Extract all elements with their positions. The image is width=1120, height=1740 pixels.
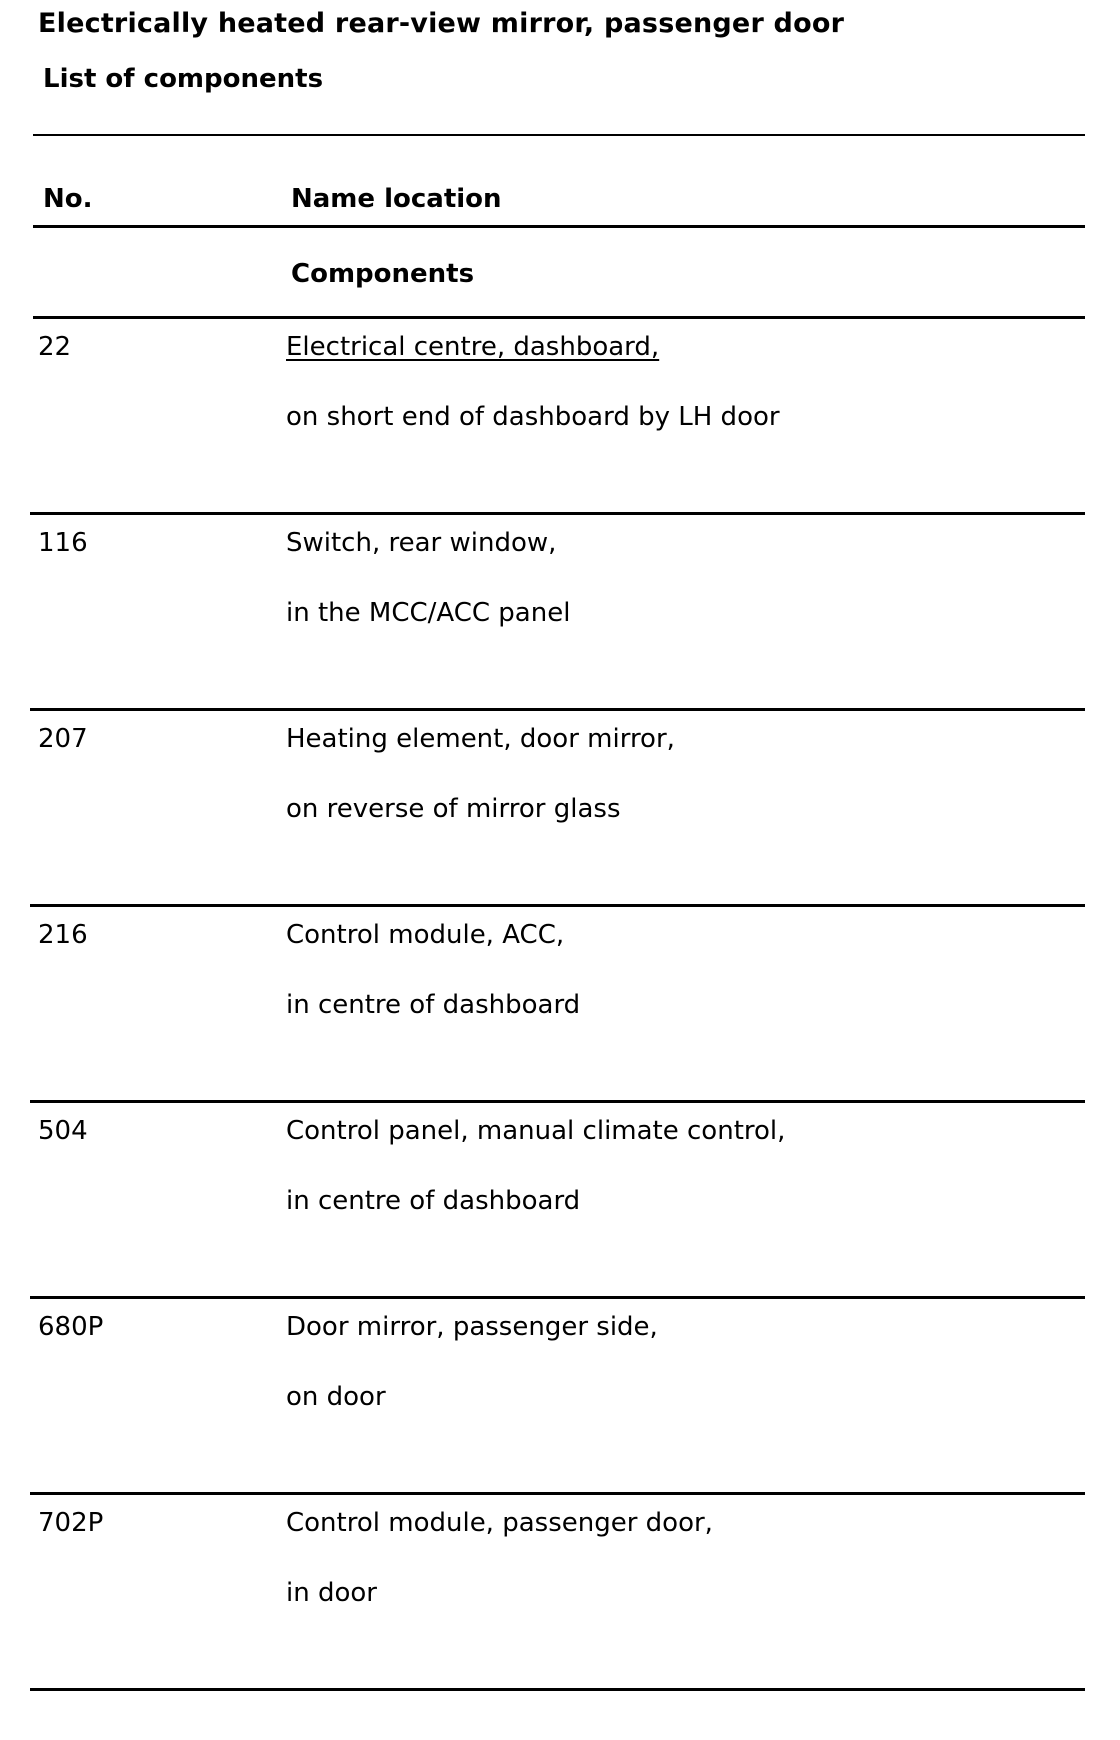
table-row (0, 1494, 1120, 1690)
row-divider (30, 1688, 1085, 1691)
component-number: 504 (38, 1116, 88, 1146)
component-location: in the MCC/ACC panel (286, 598, 571, 628)
component-location: in centre of dashboard (286, 990, 581, 1020)
component-location: in door (286, 1578, 377, 1608)
table-row (0, 710, 1120, 906)
header-no: No. (43, 184, 93, 214)
table-row (0, 1102, 1120, 1298)
header-name-location: Name location (291, 184, 502, 214)
table-row (0, 514, 1120, 710)
component-number: 116 (38, 528, 88, 558)
component-name: Door mirror, passenger side, (286, 1312, 658, 1342)
component-name[interactable]: Electrical centre, dashboard, (286, 332, 660, 362)
component-location: on reverse of mirror glass (286, 794, 621, 824)
component-number: 680P (38, 1312, 104, 1342)
table-row (0, 906, 1120, 1102)
component-name: Control module, passenger door, (286, 1508, 713, 1538)
component-name: Control module, ACC, (286, 920, 565, 950)
table-row (0, 1298, 1120, 1494)
component-number: 216 (38, 920, 88, 950)
component-location: in centre of dashboard (286, 1186, 581, 1216)
component-location: on door (286, 1382, 386, 1412)
header-rule (33, 225, 1085, 228)
component-number: 207 (38, 724, 88, 754)
component-number: 22 (38, 332, 72, 362)
component-name: Control panel, manual climate control, (286, 1116, 786, 1146)
document-subtitle: List of components (43, 64, 324, 94)
document-title: Electrically heated rear-view mirror, passenger door (38, 8, 845, 39)
table-row (0, 318, 1120, 514)
component-number: 702P (38, 1508, 104, 1538)
component-location: on short end of dashboard by LH door (286, 402, 780, 432)
section-label: Components (291, 259, 475, 289)
top-rule (33, 134, 1085, 136)
component-name: Switch, rear window, (286, 528, 557, 558)
component-name: Heating element, door mirror, (286, 724, 675, 754)
